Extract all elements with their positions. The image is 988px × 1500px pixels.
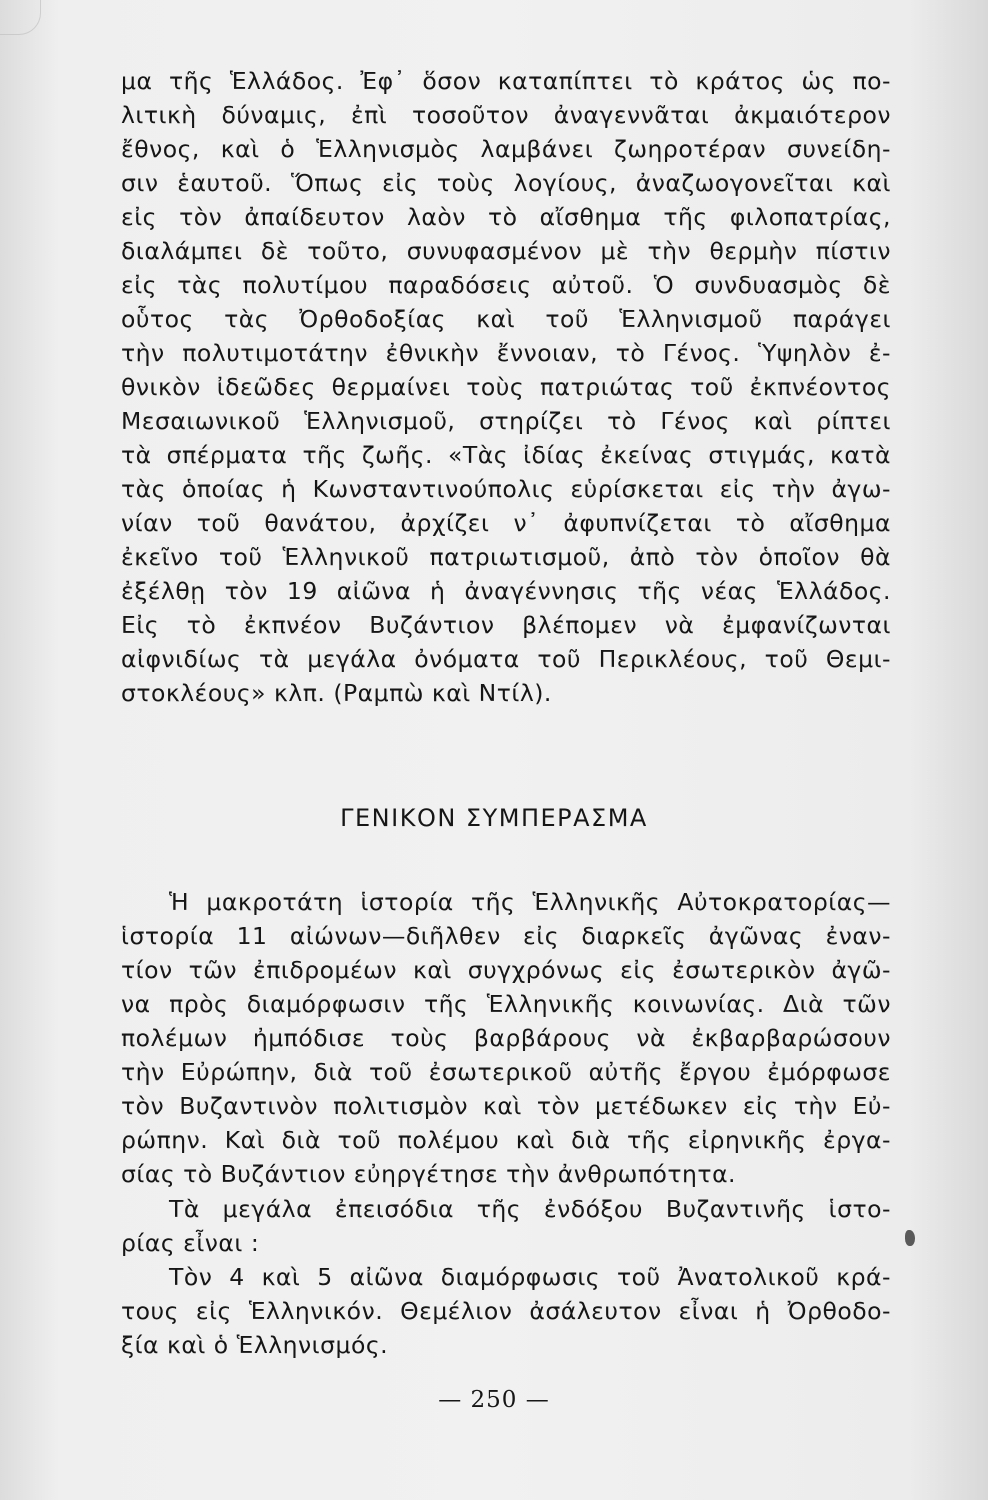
text-line: ἔθνος, καὶ ὁ Ἑλληνισμὸς λαμβάνει ζωηροτέραν συνείδη- <box>121 135 891 163</box>
text-line: λιτικὴ δύναμις, ἐπὶ τοσοῦτον ἀναγεννᾶται ἀκμαιότερον <box>121 101 891 129</box>
text-line: διαλάμπει δὲ τοῦτο, συνυφασμένον μὲ τὴν θερμὴν πίστιν <box>121 237 891 265</box>
page-corner-fold <box>0 0 41 35</box>
text-line: τὸν Βυζαντινὸν πολιτισμὸν καὶ τὸν μετέδωκεν εἰς τὴν Εὐ- <box>121 1092 891 1120</box>
paragraph-centuries <box>121 1260 891 1362</box>
text-line: να πρὸς διαμόρφωσιν τῆς Ἑλληνικῆς κοινωνίας. Διὰ τῶν <box>121 990 891 1018</box>
text-line: θνικὸν ἰδεῶδες θερμαίνει τοὺς πατριώτας τοῦ ἐκπνέοντος <box>121 373 891 401</box>
text-line: Μεσαιωνικοῦ Ἑλληνισμοῦ, στηρίζει τὸ Γένος καὶ ρίπτει <box>121 407 891 435</box>
text-line: σίας τὸ Βυζάντιον εὐηργέτησε τὴν ἀνθρωπότητα. <box>121 1160 737 1188</box>
text-line: ρώπην. Καὶ διὰ τοῦ πολέμου καὶ διὰ τῆς εἰρηνικῆς ἐργα- <box>121 1126 891 1154</box>
text-line: τίον τῶν ἐπιδρομέων καὶ συγχρόνως εἰς ἐσωτερικὸν ἀγῶ- <box>121 956 891 984</box>
page-number: — 250 — <box>438 1387 550 1413</box>
text-line: σιν ἑαυτοῦ. Ὅπως εἰς τοὺς λογίους, ἀναζωογονεῖται καὶ <box>121 169 891 197</box>
text-line: Τὰ μεγάλα ἐπεισόδια τῆς ἐνδόξου Βυζαντινῆς ἱστο- <box>169 1195 891 1223</box>
text-line: στοκλέους» κλπ. (Ραμπὼ καὶ Ντίλ). <box>121 679 552 707</box>
text-line: εἰς τὰς πολυτίμου παραδόσεις αὐτοῦ. Ὁ συνδυασμὸς δὲ <box>121 271 891 299</box>
text-line: ρίας εἶναι : <box>121 1229 260 1257</box>
text-line: τὴν πολυτιμοτάτην ἐθνικὴν ἔννοιαν, τὸ Γένος. Ὑψηλὸν ἐ- <box>121 339 891 367</box>
text-line: τὰ σπέρματα τῆς ζωῆς. «Τὰς ἰδίας ἐκείνας στιγμάς, κατὰ <box>121 441 891 469</box>
ink-blot <box>905 1230 915 1246</box>
text-line: ἱστορία 11 αἰώνων—διῆλθεν εἰς διαρκεῖς ἀγῶνας ἐναν- <box>121 922 891 950</box>
text-line: εἰς τὸν ἀπαίδευτον λαὸν τὸ αἴσθημα τῆς φιλοπατρίας, <box>121 203 891 231</box>
section-heading: ΓΕΝΙΚΟΝ ΣΥΜΠΕΡΑΣΜΑ <box>340 804 648 832</box>
text-line: Τὸν 4 καὶ 5 αἰῶνα διαμόρφωσις τοῦ Ἀνατολικοῦ κρά- <box>169 1263 891 1291</box>
paragraph-continuation <box>121 64 891 710</box>
text-line: ἐξέλθῃ τὸν 19 αἰῶνα ἡ ἀναγέννησις τῆς νέας Ἑλλάδος. <box>121 577 891 605</box>
text-line: τὰς ὁποίας ἡ Κωνσταντινούπολις εὑρίσκεται εἰς τὴν ἀγω- <box>121 475 891 503</box>
text-line: Ἡ μακροτάτη ἱστορία τῆς Ἑλληνικῆς Αὐτοκρατορίας— <box>169 888 891 916</box>
text-line: μα τῆς Ἑλλάδος. Ἐφ᾽ ὅσον καταπίπτει τὸ κράτος ὡς πο- <box>121 67 891 95</box>
text-line: πολέμων ἠμπόδισε τοὺς βαρβάρους νὰ ἐκβαρβαρώσουν <box>121 1024 891 1052</box>
text-line: ἐκεῖνο τοῦ Ἑλληνικοῦ πατριωτισμοῦ, ἀπὸ τὸν ὁποῖον θὰ <box>121 543 891 571</box>
paragraph-episodes <box>121 1192 891 1260</box>
text-line: Εἰς τὸ ἐκπνέον Βυζάντιον βλέπομεν νὰ ἐμφανίζωνται <box>121 611 891 639</box>
text-line: οὗτος τὰς Ὀρθοδοξίας καὶ τοῦ Ἑλληνισμοῦ παράγει <box>121 305 891 333</box>
paragraph-conclusion <box>121 885 891 1191</box>
text-line: τους εἰς Ἑλληνικόν. Θεμέλιον ἀσάλευτον εἶναι ἡ Ὀρθοδο- <box>121 1297 891 1325</box>
text-line: ξία καὶ ὁ Ἑλληνισμός. <box>121 1331 389 1359</box>
text-line: νίαν τοῦ θανάτου, ἀρχίζει ν᾽ ἀφυπνίζεται τὸ αἴσθημα <box>121 509 891 537</box>
text-line: αἰφνιδίως τὰ μεγάλα ὀνόματα τοῦ Περικλέους, τοῦ Θεμι- <box>121 645 891 673</box>
text-line: τὴν Εὐρώπην, διὰ τοῦ ἐσωτερικοῦ αὐτῆς ἔργου ἐμόρφωσε <box>121 1058 891 1086</box>
